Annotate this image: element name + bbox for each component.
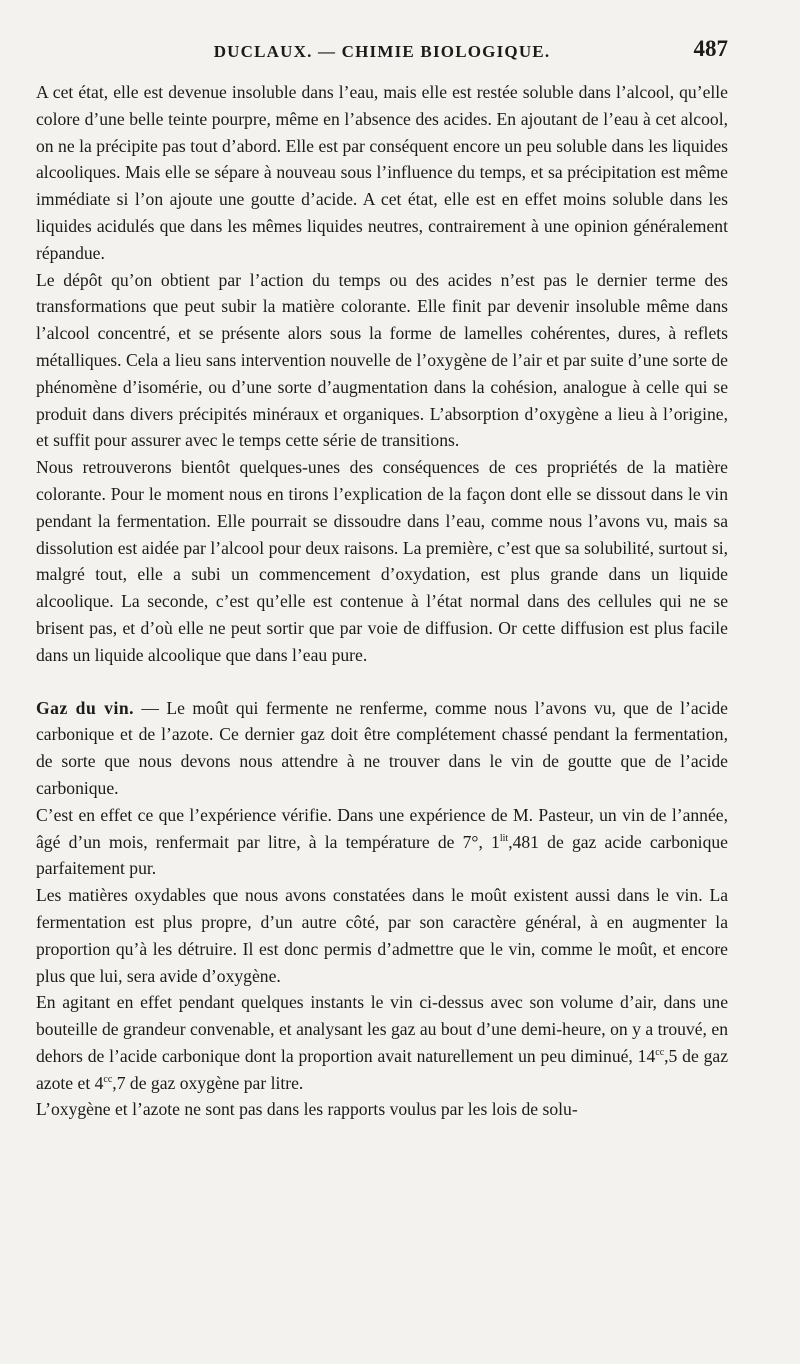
paragraph-text: ,7 de gaz oxygène par litre.	[112, 1072, 304, 1093]
paragraph: L’oxygène et l’azote ne sont pas dans les rapports voulus par les lois de solu-	[36, 1099, 578, 1120]
paragraph-text: ,5 de gaz azote et 4	[36, 1045, 729, 1093]
paragraph	[36, 989, 728, 1096]
paragraph-text: — Le moût qui fermente ne renferme, comme nous l’avons vu, que de l’acide carbonique et de l’azote. Ce dernier gaz doit être complétement chassé pendant la fermentation, de sorte que nous devons nous attendre à ne trouver dans le vin de goutte que de l’acide carbonique.	[36, 697, 728, 798]
paragraph: Le dépôt qu’on obtient par l’action du temps ou des acides n’est pas le dernier terme des transformations que peut subir la matière colorante. Elle finit par devenir insoluble même dans l’alcool concentré, et se présente alors sous la forme de lamelles cohérentes, dures, à reflets métalliques. Cela a lieu sans intervention nouvelle de l’oxygène de l’air et par suite d’une sorte de phénomène d’isomérie, ou d’une sorte d’augmentation dans la cohésion, analogue à celle qui se produit dans divers précipités minéraux et organiques. L’absorption d’oxygène a lieu à l’origine, et suffit pour assurer avec le temps cette série de transitions.	[36, 269, 728, 451]
paragraph-section-gaz-du-vin	[36, 695, 728, 802]
paragraph: Nous retrouverons bientôt quelques-unes des conséquences de ces propriétés de la matière colorante. Pour le moment nous en tirons l’explication de la façon dont elle se dissout dans le vin pendant la fermentation. Elle pourrait se dissoudre dans l’eau, comme nous l’avons vu, mais sa dissolution est aidée par l’alcool pour deux raisons. La première, c’est que sa solubilité, surtout si, malgré tout, elle a subi un commencement d’oxydation, est plus grande dans un liquide alcoolique. La seconde, c’est qu’elle est contenue à l’état normal dans des cellules qui ne se brisent pas, et d’où elle ne peut sortir que par voie de diffusion. Or cette diffusion est plus facile dans un liquide alcoolique que dans l’eau pure.	[36, 457, 728, 665]
paragraph	[36, 802, 728, 882]
paragraph-text: ,481 de gaz acide carbonique parfaitement pur.	[36, 831, 728, 879]
unit-superscript: lit	[499, 832, 509, 844]
unit-superscript: cc	[655, 1047, 665, 1059]
paragraph-text: En agitant en effet pendant quelques instants le vin ci-dessus avec son volume d’air, dans une bouteille de grandeur convenable, et analysant les gaz au bout d’une demi-heure, on y a trouvé, en dehors de l’acide carbonique dont la proportion avait naturellement un peu diminué, 14	[36, 992, 728, 1066]
page-number: 487	[693, 36, 728, 61]
paragraph: Les matières oxydables que nous avons constatées dans le moût existent aussi dans le vin. La fermentation est plus propre, d’un autre côté, par son caractère général, à en augmenter la proportion qu’à les détruire. Il est donc permis d’admettre que le vin, comme le moût, et encore plus que lui, sera avide d’oxygène.	[36, 885, 728, 986]
running-title: DUCLAUX. — CHIMIE BIOLOGIQUE.	[213, 42, 551, 61]
section-title: Gaz du vin.	[36, 697, 135, 718]
paragraph-text: C’est en effet ce que l’expérience vérifie. Dans une expérience de M. Pasteur, un vin de l’année, âgé d’un mois, renfermait par litre, à la température de 7°, 1	[36, 804, 728, 852]
page-header	[36, 34, 728, 70]
body-text	[36, 79, 728, 1123]
unit-superscript: cc	[103, 1073, 113, 1085]
paragraph: A cet état, elle est devenue insoluble dans l’eau, mais elle est restée soluble dans l’alcool, qu’elle colore d’une belle teinte pourpre, même en l’absence des acides. En ajoutant de l’eau à cet alcool, on ne la précipite pas tout d’abord. Elle est par conséquent encore un peu soluble dans les liquides alcooliques. Mais elle se sépare à nouveau sous l’influence du temps, et sa précipitation est même immédiate si l’on ajoute une goutte d’acide. A cet état, elle est en effet moins soluble dans les liquides acidulés que dans les mêmes liquides neutres, contrairement à une opinion généralement répandue.	[36, 82, 728, 263]
